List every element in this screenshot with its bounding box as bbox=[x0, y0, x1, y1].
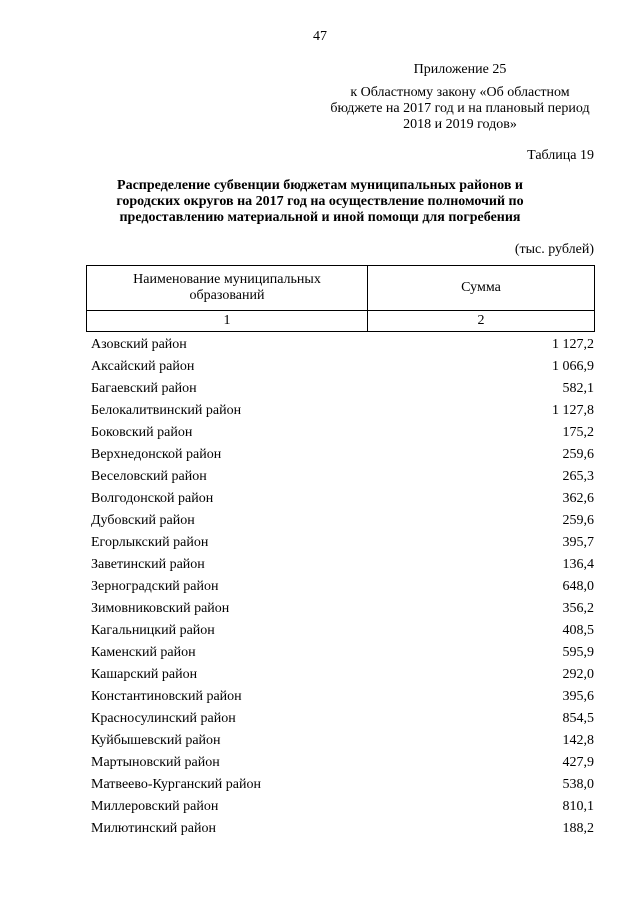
municipality-name: Миллеровский район bbox=[91, 799, 219, 814]
municipality-name: Заветинский район bbox=[91, 557, 205, 572]
municipality-name: Каменский район bbox=[91, 645, 196, 660]
subvention-sum: 175,2 bbox=[562, 425, 594, 440]
table-row bbox=[91, 577, 594, 599]
table-row bbox=[91, 511, 594, 533]
table-row bbox=[91, 775, 594, 797]
subvention-sum: 259,6 bbox=[562, 513, 594, 528]
table-row bbox=[91, 335, 594, 357]
subvention-sum: 395,7 bbox=[562, 535, 594, 550]
subvention-sum: 292,0 bbox=[562, 667, 594, 682]
subvention-sum: 142,8 bbox=[562, 733, 594, 748]
table-row bbox=[91, 687, 594, 709]
column-header-name: Наименование муниципальных образований bbox=[87, 266, 368, 311]
municipality-name: Волгодонской район bbox=[91, 491, 214, 506]
table-row bbox=[91, 621, 594, 643]
subvention-sum: 1 066,9 bbox=[552, 359, 594, 374]
table-row bbox=[91, 555, 594, 577]
municipality-name: Матвеево-Курганский район bbox=[91, 777, 261, 792]
subvention-sum: 582,1 bbox=[562, 381, 594, 396]
table-row bbox=[91, 423, 594, 445]
table-row bbox=[91, 357, 594, 379]
column-number-2: 2 bbox=[368, 311, 595, 332]
subvention-sum: 427,9 bbox=[562, 755, 594, 770]
table-row bbox=[91, 379, 594, 401]
municipality-name: Веселовский район bbox=[91, 469, 207, 484]
municipality-name: Зимовниковский район bbox=[91, 601, 230, 616]
table-body bbox=[91, 335, 594, 841]
subvention-sum: 259,6 bbox=[562, 447, 594, 462]
subvention-sum: 1 127,2 bbox=[552, 337, 594, 352]
subvention-sum: 265,3 bbox=[562, 469, 594, 484]
subvention-sum: 648,0 bbox=[562, 579, 594, 594]
document-title: Распределение субвенции бюджетам муниципальных районов и городских округов на 2017 год на осуществление полномочий по предоставлению материальной и иной помощи для погребения bbox=[116, 178, 524, 225]
appendix-reference: к Областному закону «Об областном бюджете на 2017 год и на плановый период 2018 и 2019 годов» bbox=[330, 85, 590, 132]
municipality-name: Белокалитвинский район bbox=[91, 403, 242, 418]
municipality-name: Дубовский район bbox=[91, 513, 195, 528]
table-row bbox=[91, 401, 594, 423]
municipality-name: Красносулинский район bbox=[91, 711, 236, 726]
municipality-name: Константиновский район bbox=[91, 689, 242, 704]
municipality-name: Кашарский район bbox=[91, 667, 198, 682]
table-row bbox=[91, 489, 594, 511]
table-row bbox=[91, 709, 594, 731]
table-row bbox=[91, 643, 594, 665]
municipality-name: Кагальницкий район bbox=[91, 623, 215, 638]
subvention-sum: 538,0 bbox=[562, 777, 594, 792]
municipality-name: Боковский район bbox=[91, 425, 193, 440]
table-row bbox=[91, 665, 594, 687]
municipality-name: Верхнедонской район bbox=[91, 447, 222, 462]
subvention-sum: 362,6 bbox=[562, 491, 594, 506]
subvention-sum: 136,4 bbox=[562, 557, 594, 572]
table-row bbox=[91, 797, 594, 819]
table-header bbox=[86, 265, 595, 332]
table-row bbox=[91, 599, 594, 621]
municipality-name: Багаевский район bbox=[91, 381, 197, 396]
municipality-name: Аксайский район bbox=[91, 359, 195, 374]
table-row bbox=[91, 533, 594, 555]
municipality-name: Азовский район bbox=[91, 337, 187, 352]
table-row bbox=[91, 753, 594, 775]
table-row bbox=[91, 819, 594, 841]
subvention-sum: 854,5 bbox=[562, 711, 594, 726]
table-row bbox=[91, 445, 594, 467]
municipality-name: Куйбышевский район bbox=[91, 733, 221, 748]
municipality-name: Зерноградский район bbox=[91, 579, 219, 594]
table-row bbox=[91, 731, 594, 753]
subvention-sum: 595,9 bbox=[562, 645, 594, 660]
subvention-sum: 188,2 bbox=[562, 821, 594, 836]
subvention-sum: 1 127,8 bbox=[552, 403, 594, 418]
municipality-name: Мартыновский район bbox=[91, 755, 220, 770]
table-row bbox=[91, 467, 594, 489]
appendix-title: Приложение 25 bbox=[413, 62, 507, 77]
subvention-sum: 356,2 bbox=[562, 601, 594, 616]
column-header-sum: Сумма bbox=[368, 266, 595, 311]
subvention-sum: 810,1 bbox=[562, 799, 594, 814]
page-number: 47 bbox=[313, 29, 327, 44]
subvention-sum: 408,5 bbox=[562, 623, 594, 638]
column-number-1: 1 bbox=[87, 311, 368, 332]
municipality-name: Егорлыкский район bbox=[91, 535, 209, 550]
municipality-name: Милютинский район bbox=[91, 821, 217, 836]
subvention-sum: 395,6 bbox=[562, 689, 594, 704]
table-label: Таблица 19 bbox=[527, 148, 594, 163]
units-label: (тыс. рублей) bbox=[514, 242, 594, 257]
